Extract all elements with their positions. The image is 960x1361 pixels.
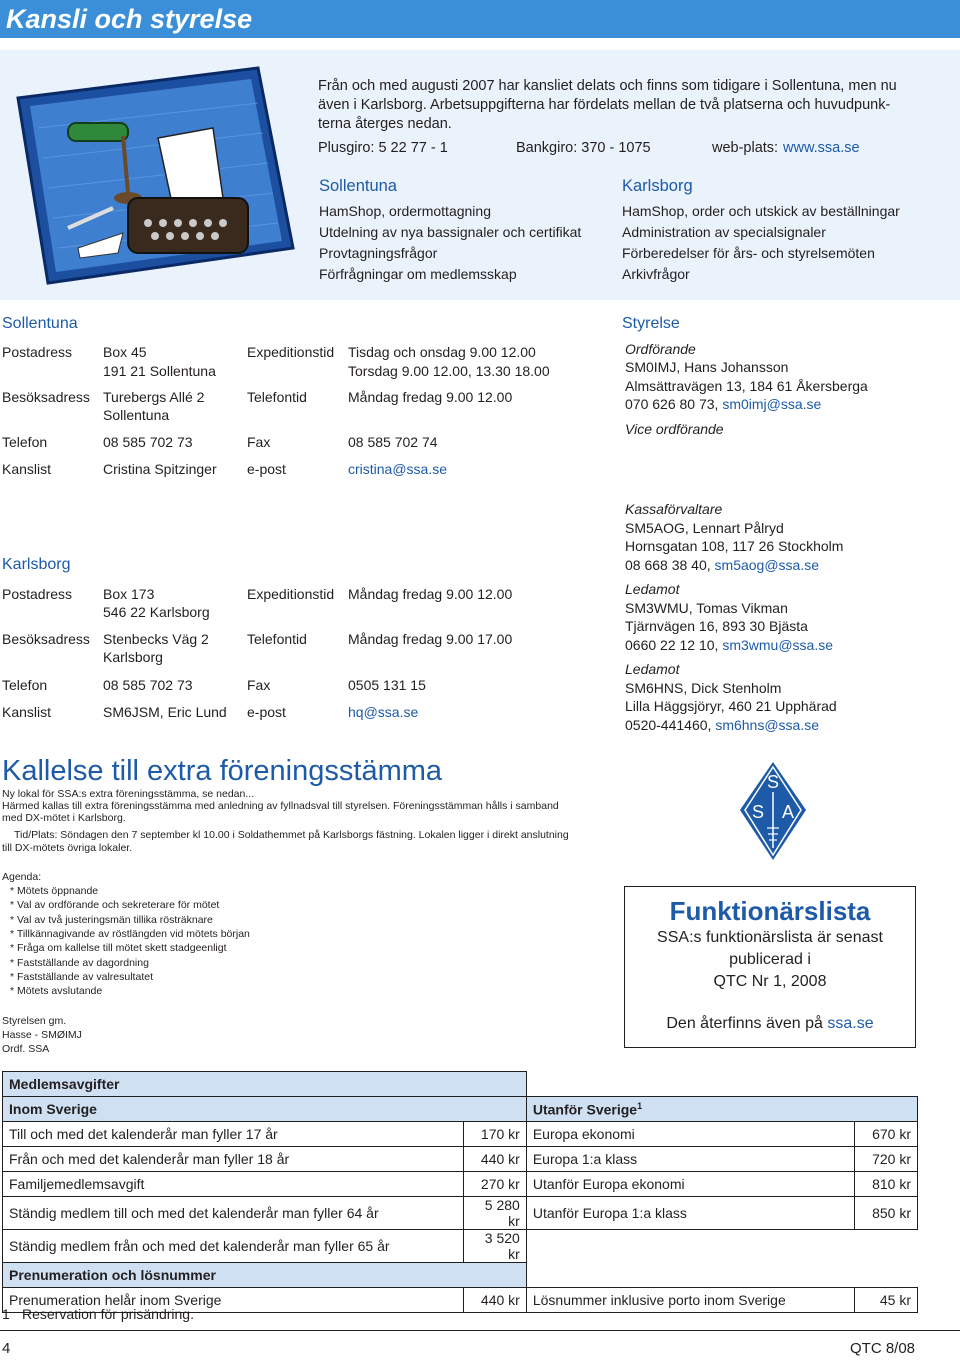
agenda-item: * Mötets avslutande xyxy=(10,985,103,997)
board-contact xyxy=(625,395,821,414)
agenda-item: * Fastställande av dagordning xyxy=(10,957,149,969)
kanslist-value: Cristina Spitzinger xyxy=(103,461,217,477)
board-phone: 0520-441460, xyxy=(625,717,712,733)
fax-value: 0505 131 15 xyxy=(348,677,426,693)
board-phone: 070 626 80 73, xyxy=(625,396,719,412)
fee-label: Utanför Europa ekonomi xyxy=(526,1172,855,1197)
blank-cell xyxy=(526,1230,917,1263)
board-email[interactable]: sm3wmu@ssa.se xyxy=(722,637,833,653)
table-row xyxy=(3,1122,918,1147)
funktionarslista-text: publicerad i xyxy=(729,951,811,968)
signature: Hasse - SMØIMJ xyxy=(2,1029,82,1041)
office-karlsborg-heading: Karlsborg xyxy=(2,556,71,573)
agenda-item: * Tillkännagivande av röstlängden vid mötets början xyxy=(10,928,250,940)
signature: Ordf. SSA xyxy=(2,1043,50,1055)
funktionarslista-link[interactable]: ssa.se xyxy=(827,1015,874,1032)
ssa-logo xyxy=(738,760,808,862)
task-item: Administration av specialsignaler xyxy=(622,224,826,240)
board-name: SM3WMU, Tomas Vikman xyxy=(625,600,788,616)
telefontid-label: Telefontid xyxy=(247,631,307,647)
footnote-text: Reservation för prisändring. xyxy=(22,1306,194,1322)
web-link[interactable]: www.ssa.se xyxy=(783,140,860,156)
task-item: HamShop, ordermottagning xyxy=(319,203,491,219)
telefon-label: Telefon xyxy=(2,434,48,450)
board-name: SM0IMJ, Hans Johansson xyxy=(625,359,789,375)
board-role: Vice ordförande xyxy=(625,421,724,437)
board-address: Tjärnvägen 16, 893 30 Bjästa xyxy=(625,618,808,634)
besoksadress-value: Sollentuna xyxy=(103,407,170,423)
agenda-item: * Val av ordförande och sekreterare för mötet xyxy=(10,899,220,911)
funktionarslista-box xyxy=(624,886,916,1048)
expeditionstid-value: Tisdag och onsdag 9.00 12.00 xyxy=(348,344,536,360)
fee-label: Europa ekonomi xyxy=(526,1122,855,1147)
task-item: Förfrågningar om medlemsskap xyxy=(319,266,517,282)
kallelse-text: till DX-mötets övriga lokaler. xyxy=(2,842,133,854)
footnote-marker: 1 xyxy=(637,1100,643,1111)
fee-value: 170 kr xyxy=(464,1122,527,1147)
fee-label: Från och med det kalenderår man fyller 18 år xyxy=(3,1147,464,1172)
board-contact xyxy=(625,636,833,655)
fee-label: Ständig medlem från och med det kalenderår man fyller 65 år xyxy=(3,1230,464,1263)
besoksadress-label: Besöksadress xyxy=(2,631,90,647)
tasks-sollentuna-heading: Sollentuna xyxy=(319,177,397,195)
kallelse-text: Härmed kallas till extra föreningsstämma med anledning av fyllnadsval till styrelsen. Föreningsstämman hålls i samband xyxy=(2,800,559,812)
telefon-label: Telefon xyxy=(2,677,48,693)
fee-value: 440 kr xyxy=(464,1288,527,1313)
board-address: Lilla Häggsjöryr, 460 21 Upphärad xyxy=(625,698,837,714)
besoksadress-label: Besöksadress xyxy=(2,389,90,405)
typewriter-illustration xyxy=(8,58,298,288)
besoksadress-value: Turebergs Allé 2 xyxy=(103,389,205,405)
intro-line: Från och med augusti 2007 har kansliet delats och finns som tidigare i Sollentuna, men nu xyxy=(318,78,897,94)
agenda-item: * Fastställande av valresultatet xyxy=(10,971,153,983)
board-contact xyxy=(625,556,819,575)
fax-value: 08 585 702 74 xyxy=(348,434,438,450)
agenda-item: * Fråga om kallelse till mötet skett stadgeenligt xyxy=(10,942,227,954)
page-number: 4 xyxy=(2,1340,11,1357)
fax-label: Fax xyxy=(247,434,271,450)
footer-rule xyxy=(0,1330,960,1331)
board-email[interactable]: sm5aog@ssa.se xyxy=(714,557,820,573)
telefontid-label: Telefontid xyxy=(247,389,307,405)
fee-value: 810 kr xyxy=(855,1172,918,1197)
board-name: SM5AOG, Lennart Pålryd xyxy=(625,520,784,536)
funktionarslista-text xyxy=(625,1013,915,1035)
fee-value: 670 kr xyxy=(855,1122,918,1147)
epost-label: e-post xyxy=(247,704,286,720)
page-title: Kansli och styrelse xyxy=(0,0,960,38)
agenda-item: * Val av två justeringsmän tillika rösträknare xyxy=(10,914,213,926)
fee-value: 5 280 kr xyxy=(464,1197,527,1230)
fee-table xyxy=(2,1071,918,1313)
kanslist-value: SM6JSM, Eric Lund xyxy=(103,704,227,720)
fee-label: Prenumeration helår inom Sverige xyxy=(3,1288,464,1313)
kanslist-label: Kanslist xyxy=(2,704,52,720)
fee-label: Europa 1:a klass xyxy=(526,1147,855,1172)
epost-link[interactable]: hq@ssa.se xyxy=(348,704,419,720)
expeditionstid-label: Expeditionstid xyxy=(247,344,335,360)
kallelse-text: Tid/Plats: Söndagen den 7 september kl 10.00 i Soldathemmet på Karlsborgs fästning. Lokalen ligger i direkt anslutning xyxy=(14,829,569,841)
postadress-label: Postadress xyxy=(2,344,73,360)
logo-letter: S xyxy=(766,772,780,792)
tasks-karlsborg-heading: Karlsborg xyxy=(622,177,693,195)
utanfor-sverige-label: Utanför Sverige xyxy=(532,1101,638,1118)
fee-label: Lösnummer inklusive porto inom Sverige xyxy=(526,1288,855,1313)
board-email[interactable]: sm6hns@ssa.se xyxy=(715,717,820,733)
telefontid-value: Måndag fredag 9.00 17.00 xyxy=(348,631,513,647)
expeditionstid-value: Torsdag 9.00 12.00, 13.30 18.00 xyxy=(348,363,550,379)
fee-label: Ständig medlem till och med det kalenderår man fyller 64 år xyxy=(3,1197,464,1230)
fee-value: 850 kr xyxy=(855,1197,918,1230)
fee-label: Familjemedlemsavgift xyxy=(3,1172,464,1197)
task-item: Förberedelser för års- och styrelsemöten xyxy=(622,245,875,261)
board-address: Almsättravägen 13, 184 61 Åkersberga xyxy=(625,378,868,394)
postadress-value: Box 173 xyxy=(103,586,155,602)
board-address: Hornsgatan 108, 117 26 Stockholm xyxy=(625,538,844,554)
fee-value: 440 kr xyxy=(464,1147,527,1172)
besoksadress-value: Karlsborg xyxy=(103,649,163,665)
agenda-label: Agenda: xyxy=(2,871,42,883)
logo-letter: A xyxy=(781,802,795,822)
fee-label: Utanför Europa 1:a klass xyxy=(526,1197,855,1230)
blank-cell xyxy=(526,1072,917,1097)
funktionarslista-note: Den återfinns även på xyxy=(666,1015,823,1032)
issue-label: QTC 8/08 xyxy=(850,1340,916,1357)
epost-label: e-post xyxy=(247,461,286,477)
telefon-value: 08 585 702 73 xyxy=(103,677,193,693)
telefontid-value: Måndag fredag 9.00 12.00 xyxy=(348,389,513,405)
table-row xyxy=(3,1172,918,1197)
footnote-number: 1 xyxy=(2,1306,10,1322)
epost-link[interactable]: cristina@ssa.se xyxy=(348,461,448,477)
task-item: HamShop, order och utskick av beställningar xyxy=(622,203,900,219)
kallelse-text: med DX-mötet i Karlsborg. xyxy=(2,812,126,824)
logo-letter: S xyxy=(751,802,765,822)
web-label: web-plats: xyxy=(712,140,779,156)
intro-line: även i Karlsborg. Arbetsuppgifterna har fördelats mellan de två platserna och huvudpunk- xyxy=(318,97,891,113)
table-row xyxy=(3,1197,918,1230)
table-row xyxy=(3,1147,918,1172)
styrelse-heading: Styrelse xyxy=(622,315,680,332)
board-contact xyxy=(625,716,819,735)
fax-label: Fax xyxy=(247,677,271,693)
bankgiro: Bankgiro: 370 - 1075 xyxy=(516,140,651,156)
prenumeration-heading: Prenumeration och lösnummer xyxy=(3,1263,527,1288)
telefon-value: 08 585 702 73 xyxy=(103,434,193,450)
kanslist-label: Kanslist xyxy=(2,461,52,477)
funktionarslista-text: QTC Nr 1, 2008 xyxy=(713,973,827,990)
expeditionstid-value: Måndag fredag 9.00 12.00 xyxy=(348,586,513,602)
signature: Styrelsen gm. xyxy=(2,1015,67,1027)
task-item: Arkivfrågor xyxy=(622,266,690,282)
board-role: Ledamot xyxy=(625,661,680,677)
task-item: Provtagningsfrågor xyxy=(319,245,438,261)
besoksadress-value: Stenbecks Väg 2 xyxy=(103,631,209,647)
funktionarslista-title: Funktionärslista xyxy=(669,896,871,926)
inom-sverige-heading: Inom Sverige xyxy=(3,1097,527,1122)
fee-value: 3 520 kr xyxy=(464,1230,527,1263)
fee-value: 270 kr xyxy=(464,1172,527,1197)
board-role: Ledamot xyxy=(625,581,680,597)
board-name: SM6HNS, Dick Stenholm xyxy=(625,680,782,696)
postadress-value: Box 45 xyxy=(103,344,147,360)
kallelse-title: Kallelse till extra föreningsstämma xyxy=(2,755,443,787)
fee-table-heading: Medlemsavgifter xyxy=(3,1072,527,1097)
postadress-value: 546 22 Karlsborg xyxy=(103,604,210,620)
board-role: Ordförande xyxy=(625,341,696,357)
task-item: Utdelning av nya bassignaler och certifikat xyxy=(319,224,582,240)
board-email[interactable]: sm0imj@ssa.se xyxy=(722,396,822,412)
board-phone: 08 668 38 40, xyxy=(625,557,711,573)
fee-label: Till och med det kalenderår man fyller 17 år xyxy=(3,1122,464,1147)
postadress-label: Postadress xyxy=(2,586,73,602)
intro-line: terna återges nedan. xyxy=(318,116,452,132)
agenda-item: * Mötets öppnande xyxy=(10,885,99,897)
board-role: Kassaförvaltare xyxy=(625,501,723,517)
blank-cell xyxy=(526,1263,917,1288)
kallelse-text: Ny lokal för SSA:s extra föreningsstämma, se nedan... xyxy=(2,788,255,800)
plusgiro: Plusgiro: 5 22 77 - 1 xyxy=(318,140,448,156)
postadress-value: 191 21 Sollentuna xyxy=(103,363,216,379)
office-sollentuna-heading: Sollentuna xyxy=(2,315,78,332)
board-phone: 0660 22 12 10, xyxy=(625,637,719,653)
table-row xyxy=(3,1230,918,1263)
fee-value: 45 kr xyxy=(855,1288,918,1313)
expeditionstid-label: Expeditionstid xyxy=(247,586,335,602)
fee-value: 720 kr xyxy=(855,1147,918,1172)
utanfor-sverige-heading xyxy=(526,1097,917,1122)
funktionarslista-text: SSA:s funktionärslista är senast xyxy=(657,929,883,946)
